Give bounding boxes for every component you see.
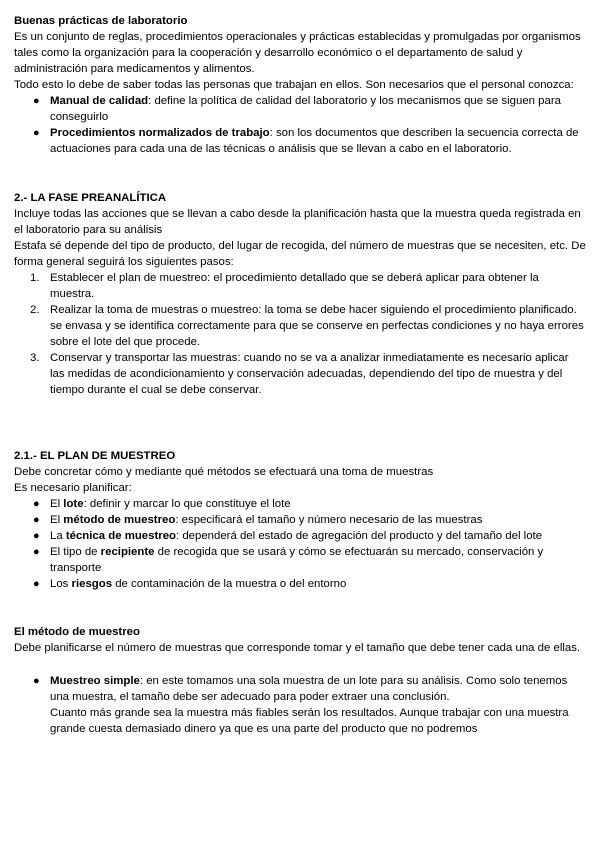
item-text: : definir y marcar lo que constituye el lote xyxy=(83,498,291,510)
bullet-icon: ● xyxy=(33,95,40,107)
bullet-icon: ● xyxy=(33,578,40,590)
bullet-icon: ● xyxy=(33,498,40,510)
list-number: 3. xyxy=(30,352,40,364)
term: recipiente xyxy=(100,546,155,558)
item-text: : son los documentos que describen la secuencia correcta de actuaciones para cada una de las técnicas o análisis que se llevan a cabo en el laboratorio. xyxy=(50,127,579,155)
list-item xyxy=(14,512,586,528)
bullet-icon: ● xyxy=(33,546,40,558)
paragraph: Debe concretar cómo y mediante qué métodos se efectuará una toma de muestras xyxy=(14,466,434,478)
item-prefix: La xyxy=(50,530,66,542)
section-title-buenas-practicas: Buenas prácticas de laboratorio xyxy=(14,15,188,27)
bullet-icon: ● xyxy=(33,127,40,139)
list-item xyxy=(14,125,586,157)
item-text: de recogida que se usará y cómo se efectuarán su mercado, conservación y transporte xyxy=(50,546,544,574)
item-text: de contaminación de la muestra o del entorno xyxy=(112,578,347,590)
list-item xyxy=(14,544,586,576)
item-text: Conservar y transportar las muestras: cuando no se va a analizar inmediatamente es necesario aplicar las medidas de acondicionamiento y conservación adecuadas, dependiendo del tipo de muestra y del tiempo durante el cual se debe conservar. xyxy=(50,352,569,396)
paragraph: Incluye todas las acciones que se llevan a cabo desde la planificación hasta que la muestra queda registrada en el laboratorio para su análisis xyxy=(14,208,581,236)
item-prefix: El xyxy=(50,498,64,510)
paragraph: Debe planificarse el número de muestras que corresponde tomar y el tamaño que debe tener cada una de ellas. xyxy=(14,642,581,654)
list-item xyxy=(14,270,586,302)
item-text: : en este tomamos una sola muestra de un lote para su análisis. Como solo tenemos una muestra, el tamaño debe ser adecuado para poder extraer una conclusión. xyxy=(50,675,568,703)
term: Manual de calidad xyxy=(50,95,149,107)
term: Muestreo simple xyxy=(50,675,140,687)
numbered-list xyxy=(14,270,586,398)
item-continuation: Cuanto más grande sea la muestra más fiables serán los resultados. Aunque trabajar con una muestra grande cuesta demasiado dinero ya que es una parte del producto que no podremos xyxy=(50,707,569,735)
paragraph: Estafa sé depende del tipo de producto, del lugar de recogida, del número de muestras que se necesiten, etc. De forma general seguirá los siguientes pasos: xyxy=(14,240,586,268)
list-item xyxy=(14,673,586,737)
section-title-metodo-muestreo: El método de muestreo xyxy=(14,626,140,638)
paragraph: Es un conjunto de reglas, procedimientos operacionales y prácticas establecidas y promulgadas por organismos tales como la organización para la cooperación y desarrollo económico o el departamento de salud y administración para medicamentos y alimentos. xyxy=(14,31,581,75)
list-item xyxy=(14,302,586,350)
paragraph: Todo esto lo debe de saber todas las personas que trabajan en ellos. Son necesarios que el personal conozca: xyxy=(14,79,574,91)
term: lote xyxy=(63,498,84,510)
bullet-list xyxy=(14,93,586,157)
item-prefix: El xyxy=(50,514,64,526)
term: riesgos xyxy=(71,578,113,590)
term: método de muestreo xyxy=(63,514,176,526)
item-text: Realizar la toma de muestras o muestreo: la toma se debe hacer siguiendo el procedimiento planificado. se envasa y se identifica correctamente para que se conserve en perfectas condiciones y no haya errores sobre el lote del que procede. xyxy=(50,304,584,348)
bullet-icon: ● xyxy=(33,514,40,526)
list-number: 2. xyxy=(30,304,40,316)
list-number: 1. xyxy=(30,272,40,284)
item-text: : define la política de calidad del laboratorio y los mecanismos que se siguen para conseguirlo xyxy=(50,95,561,123)
list-item xyxy=(14,93,586,125)
item-prefix: El tipo de xyxy=(50,546,101,558)
item-prefix: Los xyxy=(50,578,72,590)
bullet-icon: ● xyxy=(33,530,40,542)
bullet-list xyxy=(14,673,586,737)
section-title-plan-muestreo: 2.1.- EL PLAN DE MUESTREO xyxy=(14,450,176,462)
term: técnica de muestreo xyxy=(65,530,176,542)
item-text: Establecer el plan de muestreo: el procedimiento detallado que se deberá aplicar para obtener la muestra. xyxy=(50,272,539,300)
paragraph: Es necesario planificar: xyxy=(14,482,132,494)
bullet-list xyxy=(14,496,586,592)
term: Procedimientos normalizados de trabajo xyxy=(50,127,270,139)
bullet-icon: ● xyxy=(33,675,40,687)
list-item xyxy=(14,528,586,544)
list-item xyxy=(14,350,586,398)
section-title-fase-preanalitica: 2.- LA FASE PREANALÍTICA xyxy=(14,192,167,204)
item-text: : especificará el tamaño y número necesario de las muestras xyxy=(175,514,483,526)
list-item xyxy=(14,576,586,592)
item-text: : dependerá del estado de agregación del producto y del tamaño del lote xyxy=(176,530,543,542)
list-item xyxy=(14,496,586,512)
